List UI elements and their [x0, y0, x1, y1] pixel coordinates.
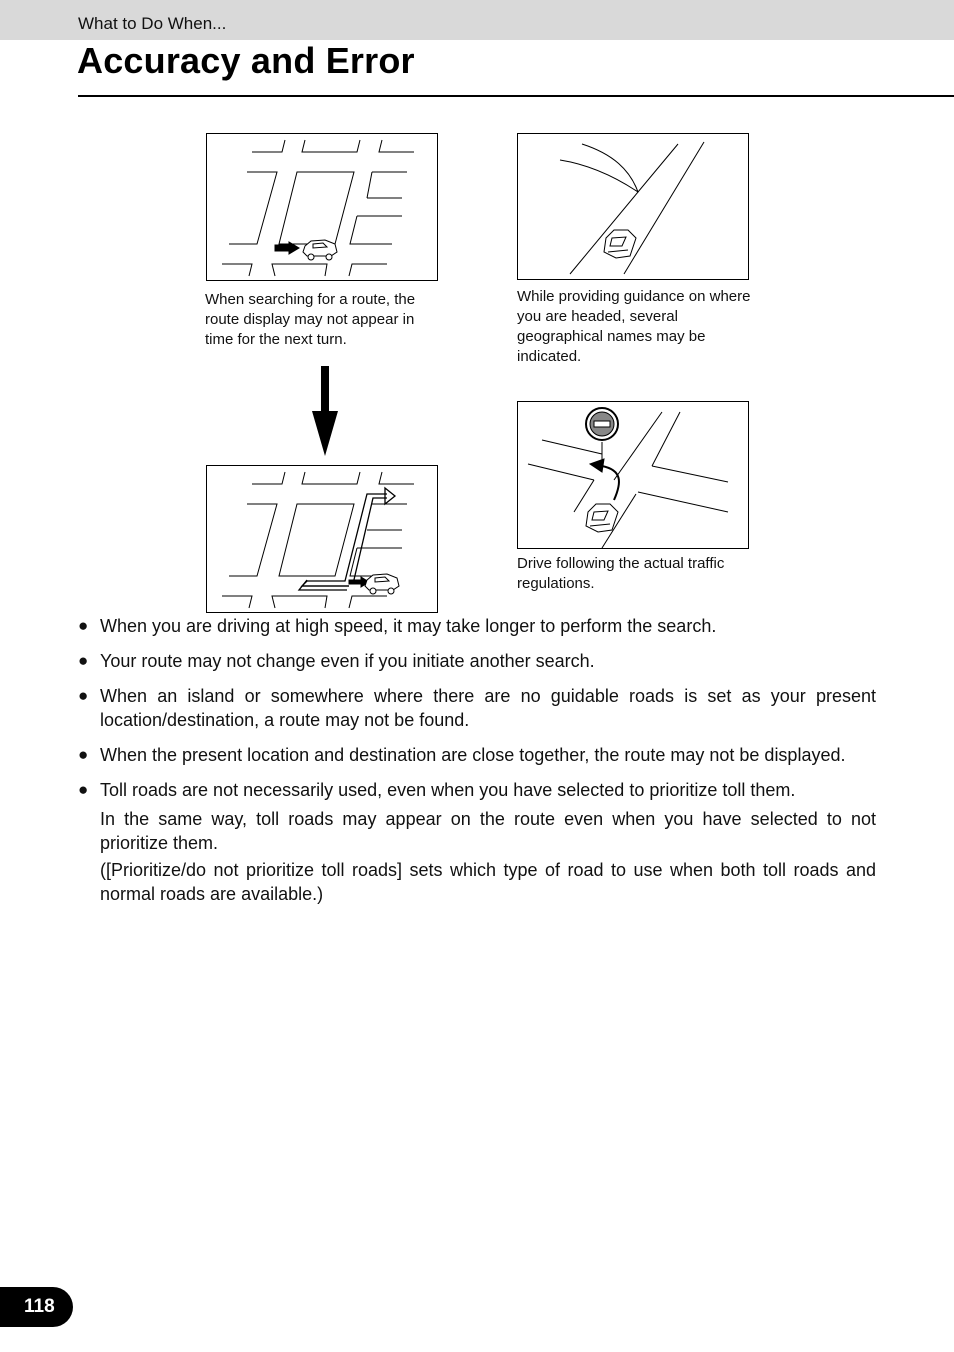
road-figure-traffic — [517, 401, 749, 549]
bullet-text: Your route may not change even if you initiate another search. — [100, 651, 595, 671]
bullet-icon: ● — [78, 616, 89, 635]
map-figure-route-pending — [206, 133, 438, 281]
bullet-icon: ● — [78, 651, 89, 670]
car-icon — [586, 504, 618, 532]
list-item — [78, 684, 876, 732]
figure-caption-guidance: While providing guidance on where you are headed, several geographical names may be indicated. — [517, 288, 751, 365]
road-figure-guidance — [517, 133, 749, 280]
bullet-list — [78, 614, 876, 912]
figure-caption-traffic: Drive following the actual traffic regulations. — [517, 555, 725, 592]
car-icon — [303, 240, 337, 260]
section-label: What to Do When... — [78, 14, 227, 33]
map-figure-route-shown — [206, 465, 438, 613]
figure-caption-route-search: When searching for a route, the route display may not appear in time for the next turn. — [205, 291, 416, 348]
sub-paragraph: ([Prioritize/do not prioritize toll roads] sets which type of road to use when both toll roads and normal roads are available.) — [100, 860, 876, 904]
list-item — [78, 743, 876, 767]
car-icon — [604, 230, 636, 258]
bullet-icon: ● — [78, 745, 89, 764]
list-item — [78, 614, 876, 638]
bullet-text: When an island or somewhere where there are no guidable roads is set as your present location/destination, a route may not be found. — [100, 686, 876, 730]
title-divider — [78, 95, 954, 97]
page-number-tab — [0, 1287, 73, 1327]
car-icon — [365, 574, 399, 594]
list-item — [78, 649, 876, 673]
page-number: 118 — [24, 1296, 55, 1317]
bullet-icon: ● — [78, 780, 89, 799]
sub-paragraph: In the same way, toll roads may appear on the route even when you have selected to not prioritize them. — [100, 809, 876, 853]
bullet-text: When you are driving at high speed, it may take longer to perform the search. — [100, 616, 717, 636]
bullet-text: Toll roads are not necessarily used, even when you have selected to prioritize toll them. — [100, 780, 796, 800]
bullet-text: When the present location and destination are close together, the route may not be displayed. — [100, 745, 846, 765]
no-entry-sign-icon — [586, 408, 618, 440]
down-arrow-icon — [305, 366, 345, 463]
list-item — [78, 778, 876, 802]
bullet-icon: ● — [78, 686, 89, 705]
page-title: Accuracy and Error — [77, 40, 415, 81]
